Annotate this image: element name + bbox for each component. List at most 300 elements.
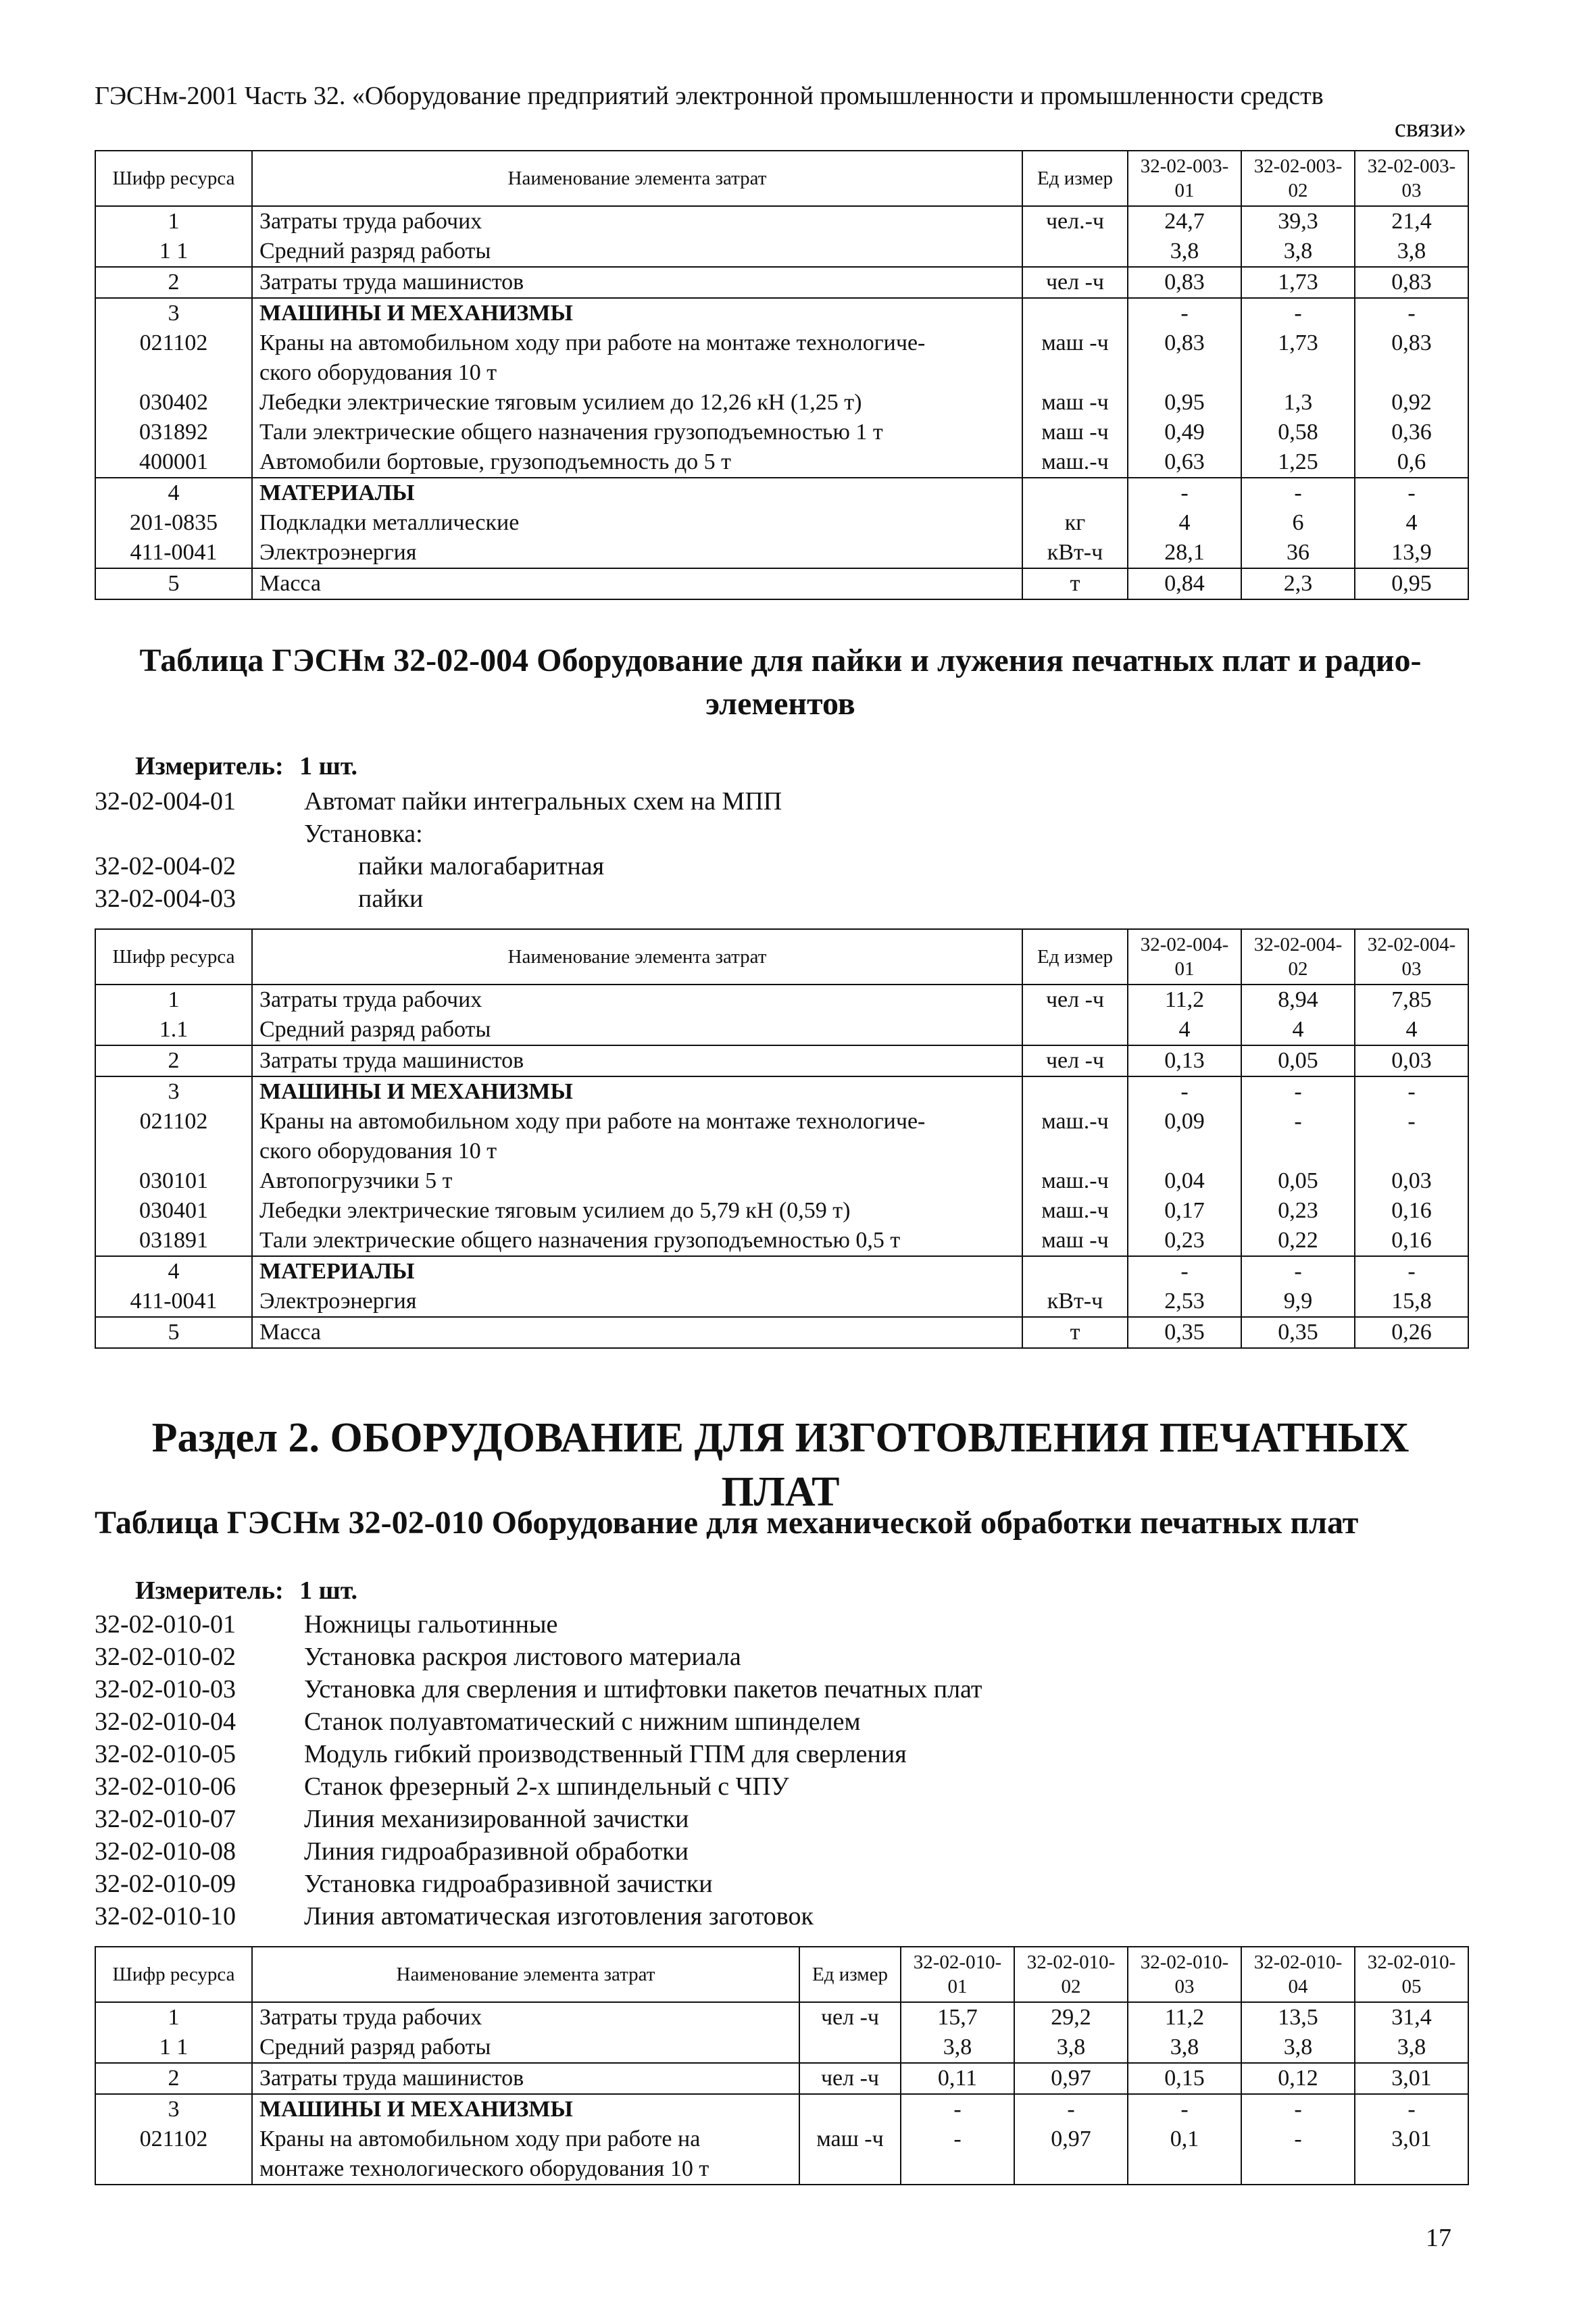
table-row	[95, 1196, 1468, 1226]
list-item	[95, 882, 1446, 915]
col-name-header: Наименование элемента затрат	[252, 151, 1022, 206]
unit-cell	[1022, 1015, 1128, 1045]
value-cell	[1241, 2154, 1355, 2185]
resource-code-cell: 400001	[95, 447, 252, 478]
value-cell: -	[1355, 298, 1468, 328]
cost-element-cell: Затраты труда рабочих	[252, 2002, 799, 2033]
resource-code-cell: 021102	[95, 328, 252, 358]
value-cell: 0,17	[1128, 1196, 1241, 1226]
value-cell: 13,5	[1241, 2002, 1355, 2033]
value-cell: 0,35	[1128, 1317, 1241, 1348]
col-value-header: 32-02-004-02	[1241, 929, 1355, 985]
value-cell: 0,84	[1128, 568, 1241, 599]
list-item	[95, 785, 1446, 818]
unit-cell	[799, 2033, 901, 2063]
resource-code-cell: 5	[95, 1317, 252, 1348]
value-cell: 0,23	[1241, 1196, 1355, 1226]
cost-element-cell: Лебедки электрические тяговым усилием до 12,26 кН (1,25 т)	[252, 388, 1022, 418]
value-cell: 0,95	[1355, 568, 1468, 599]
value-cell: 4	[1355, 508, 1468, 538]
list-item	[95, 1868, 1446, 1900]
header-line-2: связи»	[1394, 114, 1466, 143]
col-value-header: 32-02-004-03	[1355, 929, 1468, 985]
table-row	[95, 1107, 1468, 1137]
value-cell: 1,25	[1241, 447, 1355, 478]
value-cell: 0,49	[1128, 418, 1241, 447]
value-cell: -	[1241, 1076, 1355, 1107]
value-cell: 0,22	[1241, 1226, 1355, 1256]
item-code: 32-02-010-05	[95, 1740, 236, 1768]
value-cell	[1128, 358, 1241, 388]
col-unit-header: Ед измер	[799, 1947, 901, 2002]
value-cell: -	[1241, 298, 1355, 328]
unit-cell: маш.-ч	[1022, 447, 1128, 478]
value-cell: 0,97	[1014, 2124, 1128, 2154]
cost-element-cell: Подкладки металлические	[252, 508, 1022, 538]
value-cell	[1014, 2154, 1128, 2185]
item-text: Линия автоматическая изготовления заготовок	[304, 1902, 814, 1931]
col-value-header: 32-02-004-01	[1128, 929, 1241, 985]
resource-code-cell: 1 1	[95, 2033, 252, 2063]
table-row	[95, 206, 1468, 237]
resource-code-cell: 1	[95, 985, 252, 1015]
value-cell: 2,53	[1128, 1287, 1241, 1317]
value-cell	[1128, 2154, 1241, 2185]
value-cell: 0,05	[1241, 1166, 1355, 1196]
value-cell: 11,2	[1128, 2002, 1241, 2033]
item-text: Установка раскроя листового материала	[304, 1643, 741, 1671]
value-cell: -	[1241, 1107, 1355, 1137]
cost-element-cell: Краны на автомобильном ходу при работе на	[252, 2124, 799, 2154]
value-cell: -	[1355, 1107, 1468, 1137]
item-text: Установка для сверления и штифтовки пакетов печатных плат	[304, 1675, 982, 1703]
value-cell: 0,12	[1241, 2063, 1355, 2094]
resource-code-cell: 030401	[95, 1196, 252, 1226]
cost-element-cell: Масса	[252, 1317, 1022, 1348]
value-cell: 0,63	[1128, 447, 1241, 478]
cost-element-cell: МАШИНЫ И МЕХАНИЗМЫ	[252, 298, 1022, 328]
resource-code-cell: 411-0041	[95, 1287, 252, 1317]
table-row	[95, 2154, 1468, 2185]
page-number: 17	[1426, 2224, 1451, 2252]
value-cell: 0,11	[901, 2063, 1014, 2094]
value-cell: 3,8	[1241, 237, 1355, 267]
table-row	[95, 298, 1468, 328]
table-row	[95, 358, 1468, 388]
resource-code-cell: 3	[95, 2094, 252, 2124]
value-cell: -	[901, 2124, 1014, 2154]
table-row	[95, 568, 1468, 599]
col-name-header: Наименование элемента затрат	[252, 1947, 799, 2002]
value-cell: -	[1128, 478, 1241, 508]
cost-element-cell: Затраты труда машинистов	[252, 2063, 799, 2094]
value-cell: -	[1241, 2124, 1355, 2154]
item-text: Установка:	[304, 820, 423, 848]
list-item	[95, 1803, 1446, 1835]
cost-element-cell: Масса	[252, 568, 1022, 599]
item-code: 32-02-004-01	[95, 787, 236, 816]
value-cell: 0,15	[1128, 2063, 1241, 2094]
cost-element-cell: Краны на автомобильном ходу при работе на монтаже технологиче-	[252, 1107, 1022, 1137]
value-cell: 0,05	[1241, 1045, 1355, 1076]
resource-code-cell: 021102	[95, 2124, 252, 2154]
col-name-header: Наименование элемента затрат	[252, 929, 1022, 985]
item-code: 32-02-004-02	[95, 852, 236, 880]
cost-element-cell: Тали электрические общего назначения грузоподъемностью 1 т	[252, 418, 1022, 447]
item-code: 32-02-010-08	[95, 1837, 236, 1866]
col-value-header: 32-02-010-05	[1355, 1947, 1468, 2002]
item-text: Станок полуавтоматический с нижним шпинделем	[304, 1708, 861, 1736]
col-code-header: Шифр ресурса	[95, 151, 252, 206]
resource-code-cell: 1	[95, 206, 252, 237]
value-cell: -	[1128, 1256, 1241, 1287]
value-cell: -	[1241, 478, 1355, 508]
resource-code-cell: 021102	[95, 1107, 252, 1137]
value-cell: 0,83	[1128, 328, 1241, 358]
resource-code-cell: 030101	[95, 1166, 252, 1196]
table-row	[95, 418, 1468, 447]
value-cell: 0,97	[1014, 2063, 1128, 2094]
value-cell: -	[1355, 2094, 1468, 2124]
cost-element-cell: МАТЕРИАЛЫ	[252, 1256, 1022, 1287]
value-cell	[1128, 1137, 1241, 1166]
list-item	[95, 1608, 1446, 1641]
item-code: 32-02-004-03	[95, 885, 236, 913]
unit-cell	[1022, 237, 1128, 267]
table-row	[95, 1256, 1468, 1287]
value-cell: 15,8	[1355, 1287, 1468, 1317]
list-item	[95, 850, 1446, 882]
table-32-02-003	[95, 150, 1469, 600]
value-cell: 0,83	[1128, 267, 1241, 298]
cost-element-cell: Краны на автомобильном ходу при работе на монтаже технологиче-	[252, 328, 1022, 358]
item-text: Станок фрезерный 2-х шпиндельный с ЧПУ	[304, 1772, 789, 1801]
resource-code-cell: 2	[95, 267, 252, 298]
list-item	[95, 1641, 1446, 1673]
unit-cell	[1022, 1076, 1128, 1107]
value-cell: -	[1241, 1256, 1355, 1287]
col-value-header: 32-02-010-04	[1241, 1947, 1355, 2002]
unit-cell	[1022, 1137, 1128, 1166]
meter-value: 1 шт.	[299, 752, 358, 780]
value-cell: -	[1355, 478, 1468, 508]
table-row	[95, 328, 1468, 358]
cost-element-cell: Средний разряд работы	[252, 237, 1022, 267]
cost-element-cell: Электроэнергия	[252, 1287, 1022, 1317]
value-cell: -	[1128, 1076, 1241, 1107]
table-row	[95, 478, 1468, 508]
unit-cell: чел -ч	[1022, 267, 1128, 298]
item-code: 32-02-010-07	[95, 1805, 236, 1833]
item-code: 32-02-010-06	[95, 1772, 236, 1801]
table-row	[95, 538, 1468, 568]
resource-code-cell	[95, 2154, 252, 2185]
resource-code-cell: 031891	[95, 1226, 252, 1256]
item-code: 32-02-010-09	[95, 1870, 236, 1898]
table-32-02-010	[95, 1946, 1469, 2185]
item-text: Установка гидроабразивной зачистки	[304, 1870, 713, 1898]
value-cell: 3,8	[901, 2033, 1014, 2063]
cost-element-cell: монтаже технологического оборудования 10 т	[252, 2154, 799, 2185]
value-cell: 0,13	[1128, 1045, 1241, 1076]
value-cell	[1355, 2154, 1468, 2185]
value-cell: -	[1355, 1076, 1468, 1107]
cost-element-cell: МАТЕРИАЛЫ	[252, 478, 1022, 508]
resource-code-cell: 201-0835	[95, 508, 252, 538]
value-cell: 0,26	[1355, 1317, 1468, 1348]
value-cell: 15,7	[901, 2002, 1014, 2033]
value-cell	[1355, 358, 1468, 388]
item-text: Линия механизированной зачистки	[304, 1805, 689, 1833]
value-cell	[1241, 1137, 1355, 1166]
item-text: пайки малогабаритная	[358, 852, 605, 880]
table-row	[95, 1076, 1468, 1107]
resource-code-cell: 1.1	[95, 1015, 252, 1045]
table-row	[95, 1287, 1468, 1317]
list-item	[95, 1900, 1446, 1933]
table-32-02-004	[95, 928, 1469, 1349]
item-code: 32-02-010-04	[95, 1708, 236, 1736]
meter-value: 1 шт.	[299, 1576, 358, 1605]
meter-label: Измеритель:	[135, 1576, 284, 1605]
item-code: 32-02-010-01	[95, 1610, 236, 1639]
col-code-header: Шифр ресурса	[95, 1947, 252, 2002]
list-item	[95, 1738, 1446, 1770]
value-cell: -	[901, 2094, 1014, 2124]
table2-title-line-2: элементов	[705, 686, 855, 722]
resource-code-cell: 1	[95, 2002, 252, 2033]
unit-cell: маш -ч	[1022, 418, 1128, 447]
col-unit-header: Ед измер	[1022, 929, 1128, 985]
value-cell: 3,8	[1241, 2033, 1355, 2063]
value-cell: 0,04	[1128, 1166, 1241, 1196]
cost-element-cell: Автопогрузчики 5 т	[252, 1166, 1022, 1196]
value-cell: 0,23	[1128, 1226, 1241, 1256]
value-cell: 0,83	[1355, 328, 1468, 358]
value-cell: 8,94	[1241, 985, 1355, 1015]
resource-code-cell: 4	[95, 1256, 252, 1287]
table-row	[95, 237, 1468, 267]
resource-code-cell: 031892	[95, 418, 252, 447]
value-cell: 36	[1241, 538, 1355, 568]
cost-element-cell: Затраты труда машинистов	[252, 1045, 1022, 1076]
value-cell: 0,03	[1355, 1166, 1468, 1196]
value-cell: -	[1241, 2094, 1355, 2124]
value-cell: 3,8	[1128, 2033, 1241, 2063]
value-cell: 0,35	[1241, 1317, 1355, 1348]
value-cell: 0,09	[1128, 1107, 1241, 1137]
value-cell: 4	[1355, 1015, 1468, 1045]
resource-code-cell: 2	[95, 2063, 252, 2094]
cost-element-cell: ского оборудования 10 т	[252, 358, 1022, 388]
value-cell: 1,73	[1241, 267, 1355, 298]
unit-cell	[1022, 478, 1128, 508]
value-cell: 24,7	[1128, 206, 1241, 237]
value-cell: 0,83	[1355, 267, 1468, 298]
unit-cell: т	[1022, 1317, 1128, 1348]
table-row	[95, 2124, 1468, 2154]
table-row	[95, 1137, 1468, 1166]
col-value-header: 32-02-010-01	[901, 1947, 1014, 2002]
unit-cell: маш -ч	[1022, 1226, 1128, 1256]
table-row	[95, 2033, 1468, 2063]
table2-title	[95, 639, 1466, 726]
list-item	[95, 1835, 1446, 1868]
unit-cell: маш.-ч	[1022, 1107, 1128, 1137]
value-cell: 4	[1241, 1015, 1355, 1045]
col-value-header: 32-02-010-03	[1128, 1947, 1241, 2002]
item-text: Линия гидроабразивной обработки	[304, 1837, 689, 1866]
value-cell: 1,73	[1241, 328, 1355, 358]
meter-label: Измеритель:	[135, 752, 284, 780]
value-cell: 2,3	[1241, 568, 1355, 599]
value-cell: 11,2	[1128, 985, 1241, 1015]
value-cell: 3,8	[1014, 2033, 1128, 2063]
unit-cell: кВт-ч	[1022, 538, 1128, 568]
value-cell	[1241, 358, 1355, 388]
table-row	[95, 2094, 1468, 2124]
table-row	[95, 1015, 1468, 1045]
meter-line	[135, 751, 357, 781]
item-text: Модуль гибкий производственный ГПМ для сверления	[304, 1740, 907, 1768]
value-cell: 21,4	[1355, 206, 1468, 237]
cost-element-cell: МАШИНЫ И МЕХАНИЗМЫ	[252, 2094, 799, 2124]
item-text: Автомат пайки интегральных схем на МПП	[304, 787, 782, 816]
resource-code-cell	[95, 1137, 252, 1166]
value-cell: 0,16	[1355, 1196, 1468, 1226]
table-row	[95, 267, 1468, 298]
value-cell: 6	[1241, 508, 1355, 538]
value-cell: 13,9	[1355, 538, 1468, 568]
value-cell: 39,3	[1241, 206, 1355, 237]
value-cell: -	[1128, 2094, 1241, 2124]
value-cell: 3,01	[1355, 2063, 1468, 2094]
col-value-header: 32-02-003-03	[1355, 151, 1468, 206]
unit-cell: кг	[1022, 508, 1128, 538]
resource-code-cell: 4	[95, 478, 252, 508]
value-cell: 3,8	[1128, 237, 1241, 267]
table-row	[95, 447, 1468, 478]
cost-element-cell: Затраты труда рабочих	[252, 206, 1022, 237]
value-cell: -	[1014, 2094, 1128, 2124]
item-text: Ножницы гальотинные	[304, 1610, 558, 1639]
unit-cell: маш -ч	[1022, 328, 1128, 358]
resource-code-cell	[95, 358, 252, 388]
cost-element-cell: Электроэнергия	[252, 538, 1022, 568]
cost-element-cell: Автомобили бортовые, грузоподъемность до 5 т	[252, 447, 1022, 478]
value-cell: 0,58	[1241, 418, 1355, 447]
cost-element-cell: МАШИНЫ И МЕХАНИЗМЫ	[252, 1076, 1022, 1107]
value-cell: 4	[1128, 1015, 1241, 1045]
unit-cell: маш -ч	[1022, 388, 1128, 418]
cost-element-cell: Лебедки электрические тяговым усилием до 5,79 кН (0,59 т)	[252, 1196, 1022, 1226]
value-cell: 0,95	[1128, 388, 1241, 418]
cost-element-cell: Тали электрические общего назначения грузоподъемностью 0,5 т	[252, 1226, 1022, 1256]
value-cell: 3,01	[1355, 2124, 1468, 2154]
table2-title-line-1: Таблица ГЭСНм 32-02-004 Оборудование для пайки и лужения печатных плат и радио-	[139, 643, 1422, 678]
unit-cell	[799, 2094, 901, 2124]
value-cell: 29,2	[1014, 2002, 1128, 2033]
section-title: Раздел 2. ОБОРУДОВАНИЕ ДЛЯ ИЗГОТОВЛЕНИЯ ПЕЧАТНЫХ ПЛАТ	[151, 1415, 1410, 1515]
resource-code-cell: 411-0041	[95, 538, 252, 568]
cost-element-cell: ского оборудования 10 т	[252, 1137, 1022, 1166]
value-cell: 0,92	[1355, 388, 1468, 418]
value-cell	[901, 2154, 1014, 2185]
unit-cell	[1022, 298, 1128, 328]
value-cell	[1355, 1137, 1468, 1166]
list-item	[95, 818, 1446, 850]
value-cell: 4	[1128, 508, 1241, 538]
value-cell: 9,9	[1241, 1287, 1355, 1317]
col-value-header: 32-02-003-01	[1128, 151, 1241, 206]
value-cell: -	[1128, 298, 1241, 328]
unit-cell: маш -ч	[799, 2124, 901, 2154]
codes-list-2	[95, 785, 1446, 915]
table-row	[95, 1166, 1468, 1196]
resource-code-cell: 1 1	[95, 237, 252, 267]
unit-cell: чел -ч	[799, 2002, 901, 2033]
item-code: 32-02-010-03	[95, 1675, 236, 1703]
table-row	[95, 1317, 1468, 1348]
unit-cell: кВт-ч	[1022, 1287, 1128, 1317]
item-text: пайки	[358, 885, 424, 913]
table-row	[95, 2002, 1468, 2033]
unit-cell: маш.-ч	[1022, 1166, 1128, 1196]
value-cell: 1,3	[1241, 388, 1355, 418]
resource-code-cell: 3	[95, 298, 252, 328]
cost-element-cell: Затраты труда рабочих	[252, 985, 1022, 1015]
table-row	[95, 985, 1468, 1015]
unit-cell	[799, 2154, 901, 2185]
header-line-1: ГЭСНм-2001 Часть 32. «Оборудование предприятий электронной промышленности и промышленности средств	[95, 82, 1324, 110]
item-code: 32-02-010-02	[95, 1643, 236, 1671]
unit-cell: т	[1022, 568, 1128, 599]
cost-element-cell: Средний разряд работы	[252, 2033, 799, 2063]
unit-cell: маш.-ч	[1022, 1196, 1128, 1226]
value-cell: 0,6	[1355, 447, 1468, 478]
value-cell: 3,8	[1355, 237, 1468, 267]
col-code-header: Шифр ресурса	[95, 929, 252, 985]
col-unit-header: Ед измер	[1022, 151, 1128, 206]
resource-code-cell: 2	[95, 1045, 252, 1076]
col-value-header: 32-02-010-02	[1014, 1947, 1128, 2002]
value-cell: 3,8	[1355, 2033, 1468, 2063]
table-row	[95, 508, 1468, 538]
resource-code-cell: 030402	[95, 388, 252, 418]
cost-element-cell: Затраты труда машинистов	[252, 267, 1022, 298]
value-cell: 0,03	[1355, 1045, 1468, 1076]
resource-code-cell: 3	[95, 1076, 252, 1107]
unit-cell: чел -ч	[1022, 1045, 1128, 1076]
meter-line	[135, 1576, 357, 1605]
list-item	[95, 1673, 1446, 1706]
unit-cell	[1022, 1256, 1128, 1287]
value-cell: 28,1	[1128, 538, 1241, 568]
unit-cell: чел -ч	[799, 2063, 901, 2094]
codes-list-3	[95, 1608, 1446, 1933]
list-item	[95, 1706, 1446, 1738]
value-cell: 0,36	[1355, 418, 1468, 447]
table-row	[95, 1045, 1468, 1076]
value-cell: 31,4	[1355, 2002, 1468, 2033]
cost-element-cell: Средний разряд работы	[252, 1015, 1022, 1045]
unit-cell	[1022, 358, 1128, 388]
value-cell: 0,16	[1355, 1226, 1468, 1256]
value-cell: 7,85	[1355, 985, 1468, 1015]
list-item	[95, 1770, 1446, 1803]
unit-cell: чел.-ч	[1022, 206, 1128, 237]
item-code: 32-02-010-10	[95, 1902, 236, 1931]
